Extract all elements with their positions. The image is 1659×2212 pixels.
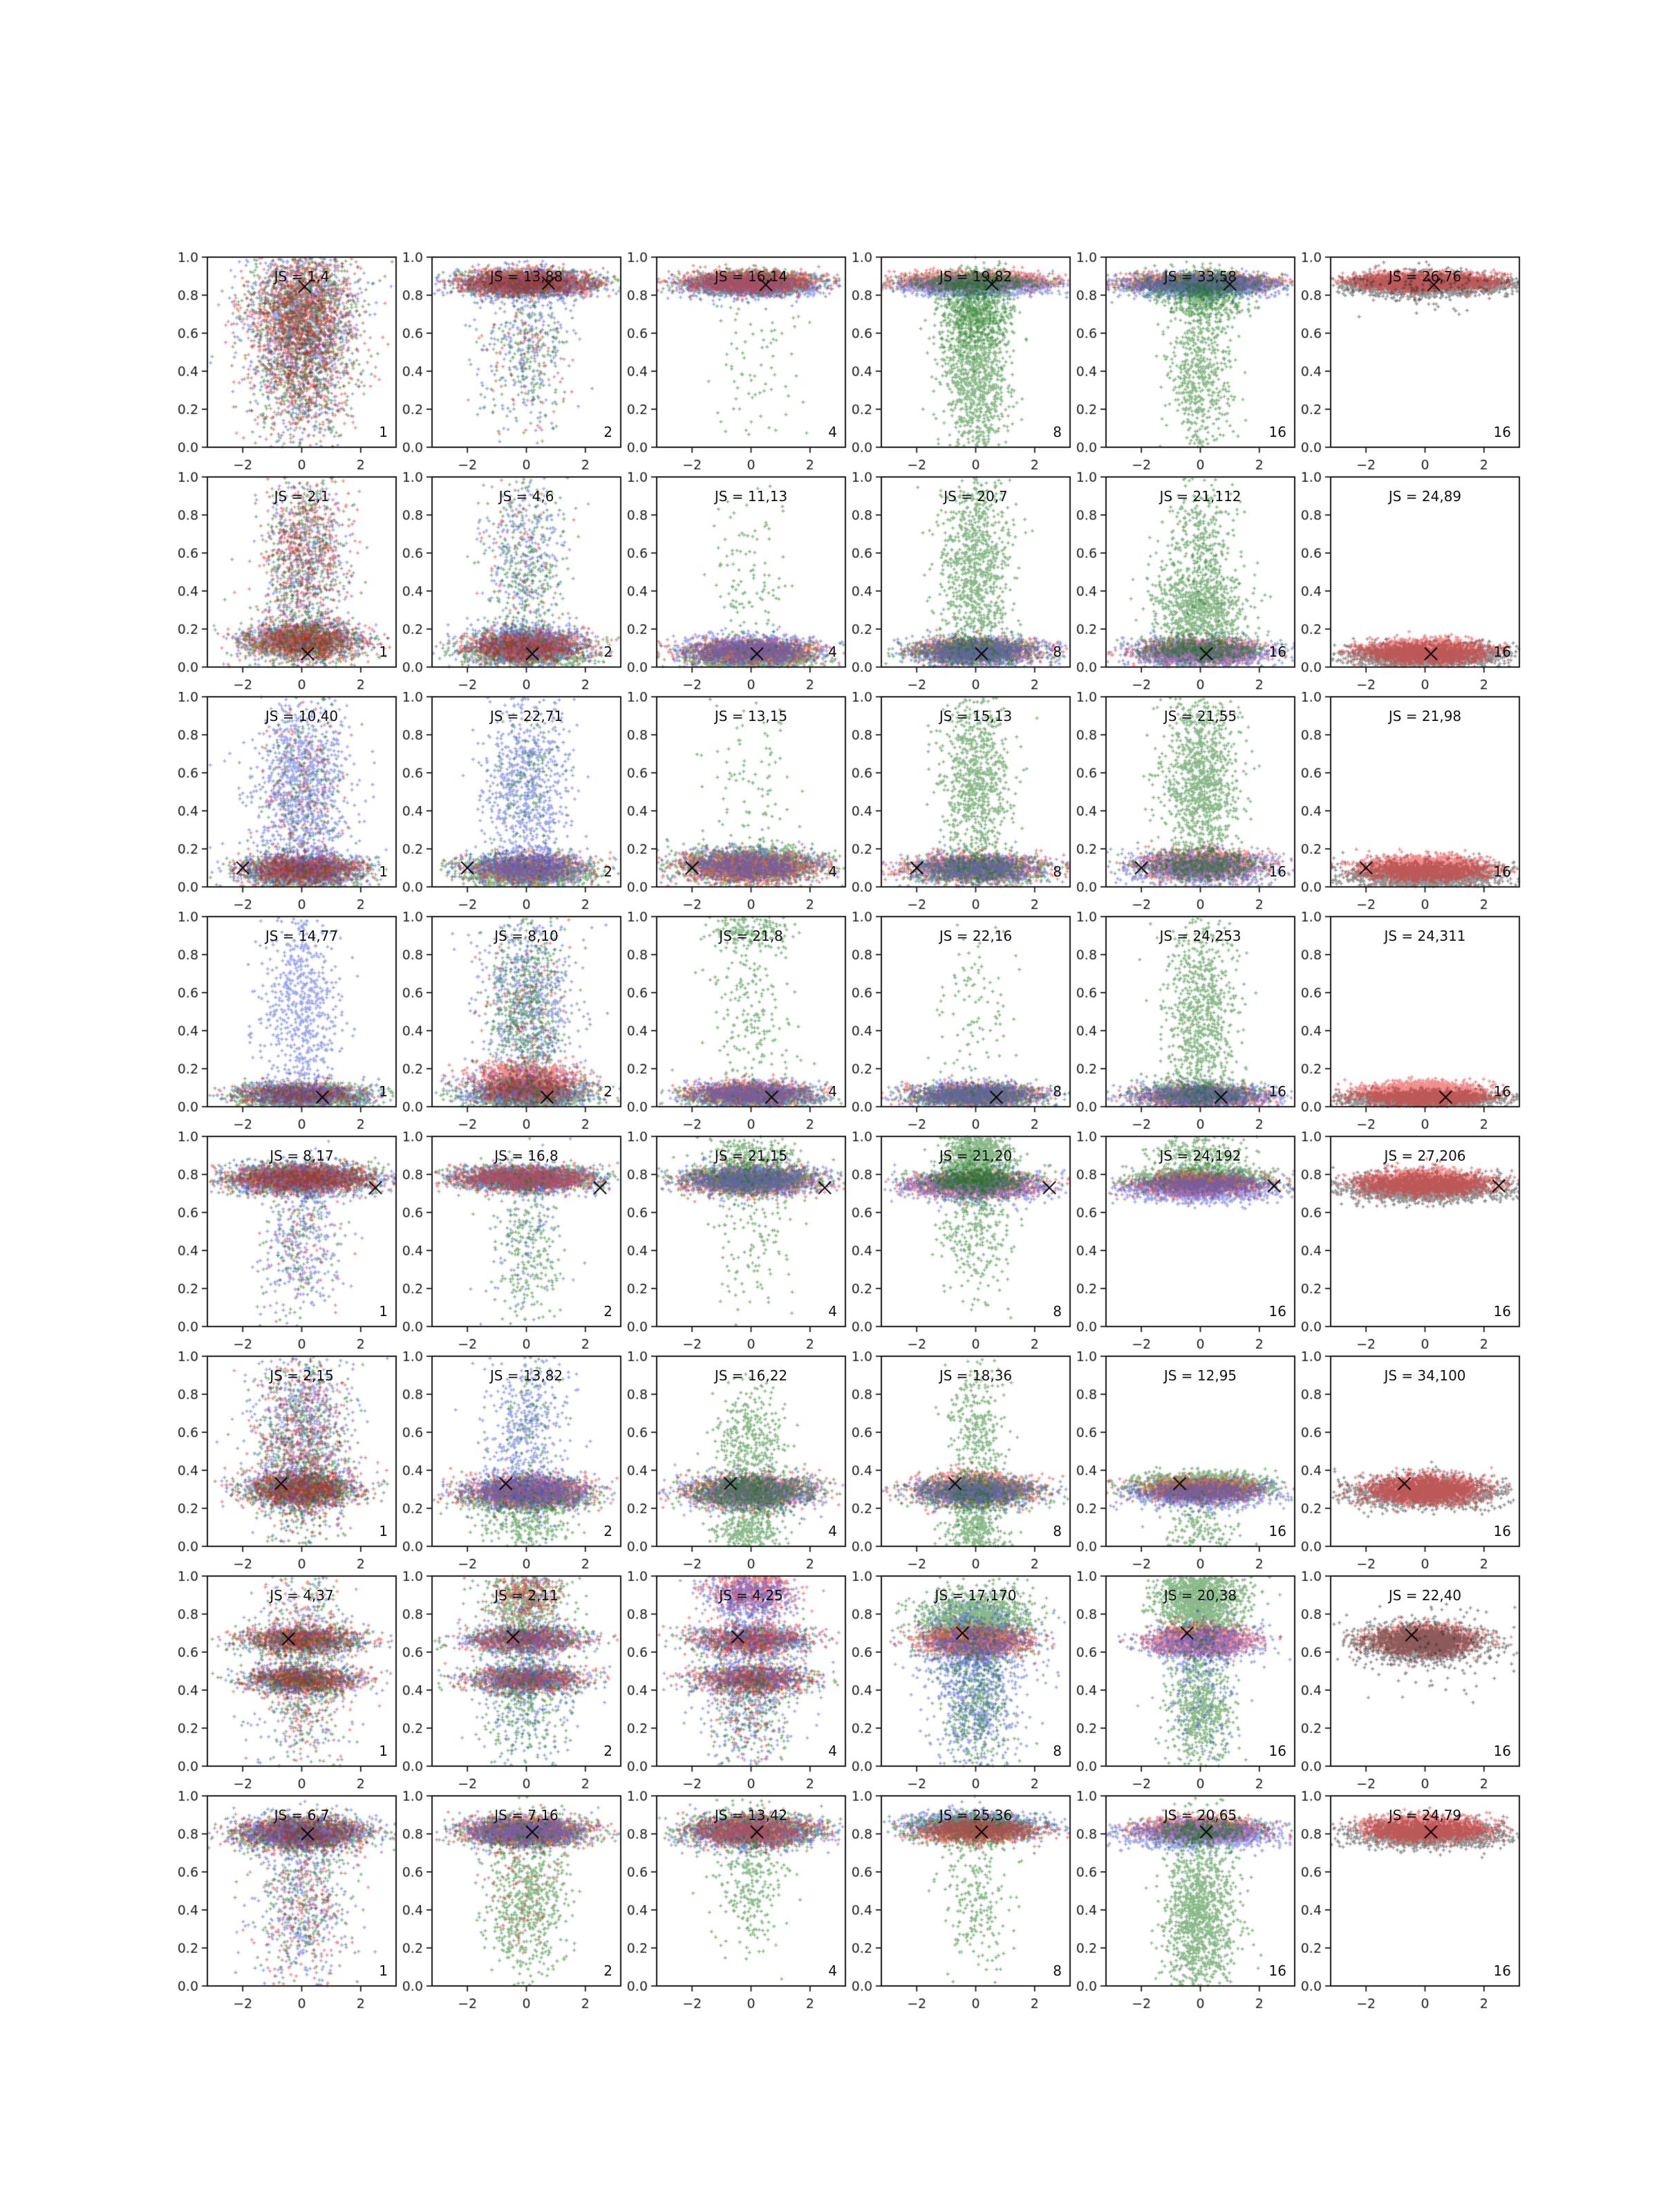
generator-count-label: 16 xyxy=(1268,1962,1286,1979)
subplot-r5c2 xyxy=(392,1127,633,1361)
scatter-canvas xyxy=(841,1347,1082,1581)
generator-count-label: 8 xyxy=(1053,1962,1062,1979)
generator-count-label: 16 xyxy=(1493,1083,1511,1100)
scatter-canvas xyxy=(1066,1786,1307,2021)
subplot-title: JS = 18,36 xyxy=(939,1367,1013,1384)
scatter-canvas xyxy=(167,1786,409,2021)
scatter-canvas xyxy=(617,1566,858,1801)
subplot-r1c2 xyxy=(392,247,633,482)
scatter-canvas xyxy=(1291,687,1532,921)
subplot-title: JS = 8,17 xyxy=(270,1147,334,1164)
generator-count-label: 2 xyxy=(603,1303,612,1320)
subplot-r5c4 xyxy=(841,1127,1082,1361)
subplot-title: JS = 21,55 xyxy=(1163,708,1237,724)
subplot-title: JS = 34,100 xyxy=(1384,1367,1466,1384)
generator-count-label: 2 xyxy=(603,1962,612,1979)
scatter-canvas xyxy=(841,1786,1082,2021)
generator-count-label: 16 xyxy=(1268,1303,1286,1320)
generator-count-label: 16 xyxy=(1268,1083,1286,1100)
generator-count-label: 16 xyxy=(1493,863,1511,880)
generator-count-label: 16 xyxy=(1268,1523,1286,1539)
generator-count-label: 16 xyxy=(1493,1303,1511,1320)
subplot-title: JS = 21,112 xyxy=(1159,488,1241,505)
scatter-canvas xyxy=(167,467,409,702)
subplot-title: JS = 15,13 xyxy=(939,708,1013,724)
generator-count-label: 2 xyxy=(603,1083,612,1100)
subplot-r2c6 xyxy=(1291,467,1532,702)
subplot-title: JS = 24,192 xyxy=(1159,1147,1241,1164)
subplot-r3c5 xyxy=(1066,687,1307,921)
generator-count-label: 16 xyxy=(1493,424,1511,440)
generator-count-label: 8 xyxy=(1053,644,1062,660)
scatter-canvas xyxy=(1291,907,1532,1141)
scatter-canvas xyxy=(167,1566,409,1801)
generator-count-label: 4 xyxy=(828,1962,837,1979)
generator-count-label: 1 xyxy=(379,1962,388,1979)
scatter-canvas xyxy=(1291,1127,1532,1361)
subplot-r1c4 xyxy=(841,247,1082,482)
scatter-canvas xyxy=(617,247,858,482)
scatter-canvas xyxy=(841,907,1082,1141)
scatter-canvas xyxy=(1291,247,1532,482)
subplot-title: JS = 27,206 xyxy=(1384,1147,1466,1164)
generator-count-label: 16 xyxy=(1493,1743,1511,1759)
generator-count-label: 1 xyxy=(379,1303,388,1320)
subplot-r1c6 xyxy=(1291,247,1532,482)
scatter-canvas xyxy=(841,1566,1082,1801)
generator-count-label: 4 xyxy=(828,1523,837,1539)
scatter-canvas xyxy=(841,247,1082,482)
scatter-canvas xyxy=(167,1347,409,1581)
generator-count-label: 1 xyxy=(379,1743,388,1759)
subplot-r7c3 xyxy=(617,1566,858,1801)
subplot-r4c4 xyxy=(841,907,1082,1141)
subplot-title: JS = 16,14 xyxy=(714,268,788,285)
generator-count-label: 16 xyxy=(1268,424,1286,440)
scatter-canvas xyxy=(392,467,633,702)
generator-count-label: 8 xyxy=(1053,1523,1062,1539)
scatter-canvas xyxy=(617,907,858,1141)
generator-count-label: 4 xyxy=(828,863,837,880)
subplot-r4c3 xyxy=(617,907,858,1141)
generator-count-label: 2 xyxy=(603,424,612,440)
subplot-title: JS = 22,16 xyxy=(939,928,1013,944)
scatter-canvas xyxy=(167,907,409,1141)
subplot-r8c5 xyxy=(1066,1786,1307,2021)
subplot-title: JS = 20,7 xyxy=(944,488,1008,505)
generator-count-label: 8 xyxy=(1053,863,1062,880)
subplot-r2c4 xyxy=(841,467,1082,702)
subplot-title: JS = 13,15 xyxy=(714,708,788,724)
scatter-canvas xyxy=(617,687,858,921)
scatter-canvas xyxy=(1066,1347,1307,1581)
scatter-canvas xyxy=(167,1127,409,1361)
subplot-title: JS = 11,13 xyxy=(714,488,788,505)
subplot-r7c4 xyxy=(841,1566,1082,1801)
subplot-title: JS = 19,82 xyxy=(939,268,1013,285)
subplot-title: JS = 21,98 xyxy=(1388,708,1462,724)
generator-count-label: 4 xyxy=(828,1303,837,1320)
scatter-canvas xyxy=(841,687,1082,921)
scatter-canvas xyxy=(617,1347,858,1581)
generator-count-label: 16 xyxy=(1268,863,1286,880)
generator-count-label: 16 xyxy=(1268,1743,1286,1759)
generator-count-label: 4 xyxy=(828,1743,837,1759)
generator-count-label: 16 xyxy=(1493,644,1511,660)
generator-count-label: 16 xyxy=(1493,1962,1511,1979)
scatter-canvas xyxy=(1291,1566,1532,1801)
subplot-r8c1 xyxy=(167,1786,409,2021)
subplot-title: JS = 2,1 xyxy=(274,488,330,505)
subplot-r1c1 xyxy=(167,247,409,482)
scatter-canvas xyxy=(617,467,858,702)
subplot-r1c5 xyxy=(1066,247,1307,482)
scatter-canvas xyxy=(392,1786,633,2021)
scatter-canvas xyxy=(392,1127,633,1361)
scatter-canvas xyxy=(617,1127,858,1361)
subplot-r5c6 xyxy=(1291,1127,1532,1361)
subplot-r2c5 xyxy=(1066,467,1307,702)
scatter-canvas xyxy=(392,907,633,1141)
subplot-r8c3 xyxy=(617,1786,858,2021)
generator-count-label: 4 xyxy=(828,1083,837,1100)
subplot-title: JS = 6,7 xyxy=(274,1807,330,1824)
scatter-canvas xyxy=(1066,1566,1307,1801)
scatter-canvas xyxy=(392,1566,633,1801)
generator-count-label: 2 xyxy=(603,1523,612,1539)
subplot-title: JS = 20,38 xyxy=(1163,1587,1237,1604)
scatter-canvas xyxy=(1066,467,1307,702)
subplot-title: JS = 8,10 xyxy=(494,928,559,944)
scatter-canvas xyxy=(617,1786,858,2021)
subplot-title: JS = 13,42 xyxy=(714,1807,788,1824)
subplot-title: JS = 2,11 xyxy=(494,1587,559,1604)
scatter-canvas xyxy=(1291,467,1532,702)
scatter-canvas xyxy=(392,1347,633,1581)
subplot-title: JS = 10,40 xyxy=(265,708,339,724)
subplot-r6c3 xyxy=(617,1347,858,1581)
scatter-canvas xyxy=(392,247,633,482)
scatter-canvas xyxy=(841,1127,1082,1361)
subplot-r7c2 xyxy=(392,1566,633,1801)
subplot-title: JS = 1,4 xyxy=(274,268,330,285)
subplot-r3c6 xyxy=(1291,687,1532,921)
subplot-title: JS = 2,15 xyxy=(270,1367,334,1384)
scatter-canvas xyxy=(1291,1786,1532,2021)
subplot-r3c4 xyxy=(841,687,1082,921)
subplot-r8c4 xyxy=(841,1786,1082,2021)
scatter-canvas xyxy=(1066,907,1307,1141)
generator-count-label: 1 xyxy=(379,863,388,880)
generator-count-label: 2 xyxy=(603,863,612,880)
subplot-title: JS = 24,89 xyxy=(1388,488,1462,505)
generator-count-label: 16 xyxy=(1268,644,1286,660)
subplot-r6c5 xyxy=(1066,1347,1307,1581)
subplot-r2c2 xyxy=(392,467,633,702)
subplot-title: JS = 17,170 xyxy=(935,1587,1017,1604)
subplot-r1c3 xyxy=(617,247,858,482)
generator-count-label: 8 xyxy=(1053,1303,1062,1320)
subplot-title: JS = 4,37 xyxy=(270,1587,334,1604)
subplot-title: JS = 24,79 xyxy=(1388,1807,1462,1824)
subplot-title: JS = 21,8 xyxy=(719,928,783,944)
subplot-title: JS = 24,311 xyxy=(1384,928,1466,944)
scatter-canvas xyxy=(1066,247,1307,482)
subplot-r7c6 xyxy=(1291,1566,1532,1801)
scatter-canvas xyxy=(1066,687,1307,921)
subplot-r8c6 xyxy=(1291,1786,1532,2021)
subplot-r4c2 xyxy=(392,907,633,1141)
subplot-r6c2 xyxy=(392,1347,633,1581)
subplot-r3c3 xyxy=(617,687,858,921)
subplot-title: JS = 21,20 xyxy=(939,1147,1013,1164)
subplot-r3c2 xyxy=(392,687,633,921)
generator-count-label: 16 xyxy=(1493,1523,1511,1539)
subplot-r4c1 xyxy=(167,907,409,1141)
generator-count-label: 1 xyxy=(379,424,388,440)
subplot-title: JS = 4,6 xyxy=(498,488,554,505)
subplot-title: JS = 7,16 xyxy=(494,1807,559,1824)
generator-count-label: 1 xyxy=(379,1083,388,1100)
subplot-r6c4 xyxy=(841,1347,1082,1581)
scatter-canvas xyxy=(1291,1347,1532,1581)
subplot-title: JS = 13,82 xyxy=(489,1367,563,1384)
subplot-title: JS = 22,40 xyxy=(1388,1587,1462,1604)
subplot-r7c5 xyxy=(1066,1566,1307,1801)
subplot-r8c2 xyxy=(392,1786,633,2021)
subplot-title: JS = 33,58 xyxy=(1163,268,1237,285)
subplot-title: JS = 20,65 xyxy=(1163,1807,1237,1824)
subplot-title: JS = 26,76 xyxy=(1388,268,1462,285)
subplot-r4c5 xyxy=(1066,907,1307,1141)
subplot-r2c1 xyxy=(167,467,409,702)
subplot-title: JS = 25,36 xyxy=(939,1807,1013,1824)
subplot-title: JS = 4,25 xyxy=(719,1587,783,1604)
subplot-title: JS = 16,8 xyxy=(494,1147,559,1164)
generator-count-label: 1 xyxy=(379,1523,388,1539)
scatter-canvas xyxy=(167,687,409,921)
scatter-canvas xyxy=(167,247,409,482)
subplot-r6c1 xyxy=(167,1347,409,1581)
subplot-title: JS = 14,77 xyxy=(265,928,339,944)
subplot-title: JS = 21,15 xyxy=(714,1147,788,1164)
subplot-title: JS = 13,88 xyxy=(489,268,563,285)
scatter-canvas xyxy=(1066,1127,1307,1361)
generator-count-label: 2 xyxy=(603,1743,612,1759)
subplot-r4c6 xyxy=(1291,907,1532,1141)
subplot-r3c1 xyxy=(167,687,409,921)
generator-count-label: 4 xyxy=(828,424,837,440)
subplot-title: JS = 12,95 xyxy=(1163,1367,1237,1384)
generator-count-label: 4 xyxy=(828,644,837,660)
scatter-canvas xyxy=(392,687,633,921)
generator-count-label: 8 xyxy=(1053,1743,1062,1759)
generator-count-label: 8 xyxy=(1053,424,1062,440)
subplot-r2c3 xyxy=(617,467,858,702)
generator-count-label: 1 xyxy=(379,644,388,660)
subplot-r6c6 xyxy=(1291,1347,1532,1581)
generator-count-label: 2 xyxy=(603,644,612,660)
generator-count-label: 8 xyxy=(1053,1083,1062,1100)
subplot-title: JS = 22,71 xyxy=(489,708,563,724)
subplot-r7c1 xyxy=(167,1566,409,1801)
scatter-canvas xyxy=(841,467,1082,702)
subplot-r5c1 xyxy=(167,1127,409,1361)
subplot-r5c3 xyxy=(617,1127,858,1361)
subplot-title: JS = 16,22 xyxy=(714,1367,788,1384)
subplot-title: JS = 24,253 xyxy=(1159,928,1241,944)
subplot-r5c5 xyxy=(1066,1127,1307,1361)
